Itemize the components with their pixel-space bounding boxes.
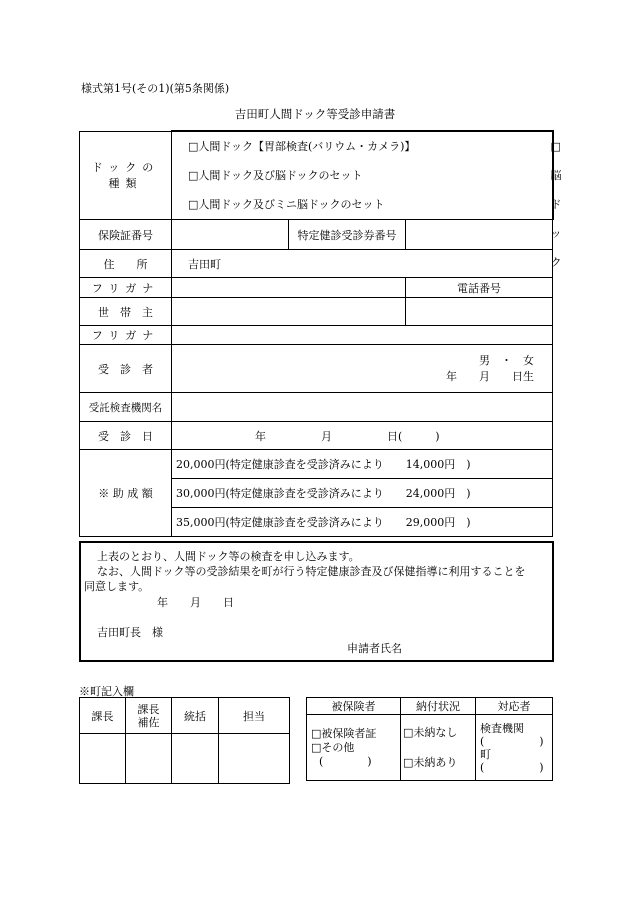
handler-town-label: 町 (480, 747, 491, 761)
insured-other-checkbox[interactable]: □その他 (311, 740, 355, 754)
declaration-date[interactable]: 年 月 日 (157, 596, 234, 609)
handler-institution-field[interactable]: ( ) (480, 734, 544, 748)
householder-label: 世 帯 主 (80, 298, 172, 326)
subsidy-row-1 (80, 450, 553, 479)
furigana1-row (80, 278, 553, 298)
address-row (80, 250, 553, 278)
dock-option-brain[interactable]: □脳ドック (550, 140, 562, 269)
unpaid-none-checkbox[interactable]: □未納なし (403, 725, 458, 739)
application-table (79, 130, 562, 537)
dock-type-label: ドックの種類 (80, 131, 172, 220)
form-number: 様式第1号(その1)(第5条関係) (81, 82, 230, 95)
institution-row (80, 393, 553, 422)
furigana1-field[interactable] (172, 278, 406, 298)
dock-option-2[interactable]: □人間ドック及び脳ドックのセット (188, 169, 363, 182)
institution-field[interactable] (172, 393, 553, 422)
insured-other-field[interactable]: ( ) (319, 754, 372, 768)
householder-row (80, 298, 553, 326)
tel-label: 電話番号 (406, 278, 553, 298)
address-field[interactable]: 吉田町 (172, 250, 553, 278)
exam-date-field[interactable]: 年 月 日( ) (172, 422, 553, 450)
furigana2-row (80, 326, 553, 345)
stamp-header-staff: 担当 (219, 698, 290, 734)
declaration-line-1: 上表のとおり、人間ドック等の検査を申し込みます。 (97, 550, 360, 563)
status-header-insured: 被保険者 (307, 698, 401, 715)
householder-field[interactable] (172, 298, 406, 326)
subsidy-option-2: 30,000円(特定健康診査を受診済みにより 24,000円 ) (172, 479, 553, 508)
declaration-line-3: 同意します。 (84, 580, 150, 593)
stamp-header-general: 統括 (172, 698, 219, 734)
voucher-field[interactable] (406, 220, 553, 250)
tel-field[interactable] (406, 298, 553, 326)
address-label: 住 所 (80, 250, 172, 278)
stamp-cell-assistant[interactable] (126, 734, 172, 784)
stamp-header-assistant: 課長 補佐 (126, 698, 172, 734)
applicant-name-label: 申請者氏名 (347, 642, 402, 655)
exam-date-label: 受 診 日 (80, 422, 172, 450)
stamp-cell-chief[interactable] (80, 734, 126, 784)
examinee-field[interactable] (172, 345, 553, 393)
sex-select[interactable]: 男 ・ 女 (479, 353, 535, 367)
furigana2-field[interactable] (172, 326, 553, 345)
status-header-handler: 対応者 (476, 698, 553, 715)
stamp-cell-staff[interactable] (219, 734, 290, 784)
subsidy-option-1: 20,000円(特定健康診査を受診済みにより 14,000円 ) (172, 450, 553, 479)
dock-option-1[interactable]: □人間ドック【胃部検査(バリウム・カメラ)】 □脳ドック (188, 132, 546, 161)
furigana1-label: フリガナ (80, 278, 172, 298)
office-stamp-table (79, 697, 290, 784)
subsidy-label: ※ 助 成 額 (80, 450, 172, 537)
declaration-box (79, 541, 554, 662)
insured-options (307, 715, 401, 781)
handler-institution-label: 検査機関 (480, 721, 524, 735)
declaration-line-2: なお、人間ドック等の受診結果を町が行う特定健康診査及び保健指導に利用することを (97, 565, 526, 578)
dock-option-3[interactable]: □人間ドック及びミニ脳ドックのセット (188, 198, 385, 211)
insured-card-checkbox[interactable]: □被保険者証 (311, 726, 377, 740)
mayor-address: 吉田町長 様 (97, 626, 163, 639)
stamp-header-chief: 課長 (80, 698, 126, 734)
stamp-cell-general[interactable] (172, 734, 219, 784)
insurance-field[interactable] (172, 220, 289, 250)
furigana2-label: フリガナ (80, 326, 172, 345)
examinee-label: 受 診 者 (80, 345, 172, 393)
subsidy-option-3: 35,000円(特定健康診査を受診済みにより 29,000円 ) (172, 508, 553, 537)
office-note: ※町記入欄 (79, 685, 134, 698)
page-title: 吉田町人間ドック等受診申請書 (234, 107, 396, 121)
dock-type-row (80, 131, 553, 220)
birth-date[interactable]: 年 月 日生 (446, 369, 535, 383)
unpaid-exists-checkbox[interactable]: □未納あり (403, 755, 458, 769)
handler-options (476, 715, 553, 781)
payment-options (401, 715, 476, 781)
insurance-row (80, 220, 553, 250)
examinee-row (80, 345, 553, 393)
insurance-label: 保険証番号 (80, 220, 172, 250)
exam-date-row (80, 422, 553, 450)
voucher-label: 特定健診受診券番号 (289, 220, 406, 250)
status-table (306, 697, 553, 781)
handler-town-field[interactable]: ( ) (480, 760, 544, 774)
status-header-payment: 納付状況 (401, 698, 476, 715)
institution-label: 受託検査機関名 (80, 393, 172, 422)
